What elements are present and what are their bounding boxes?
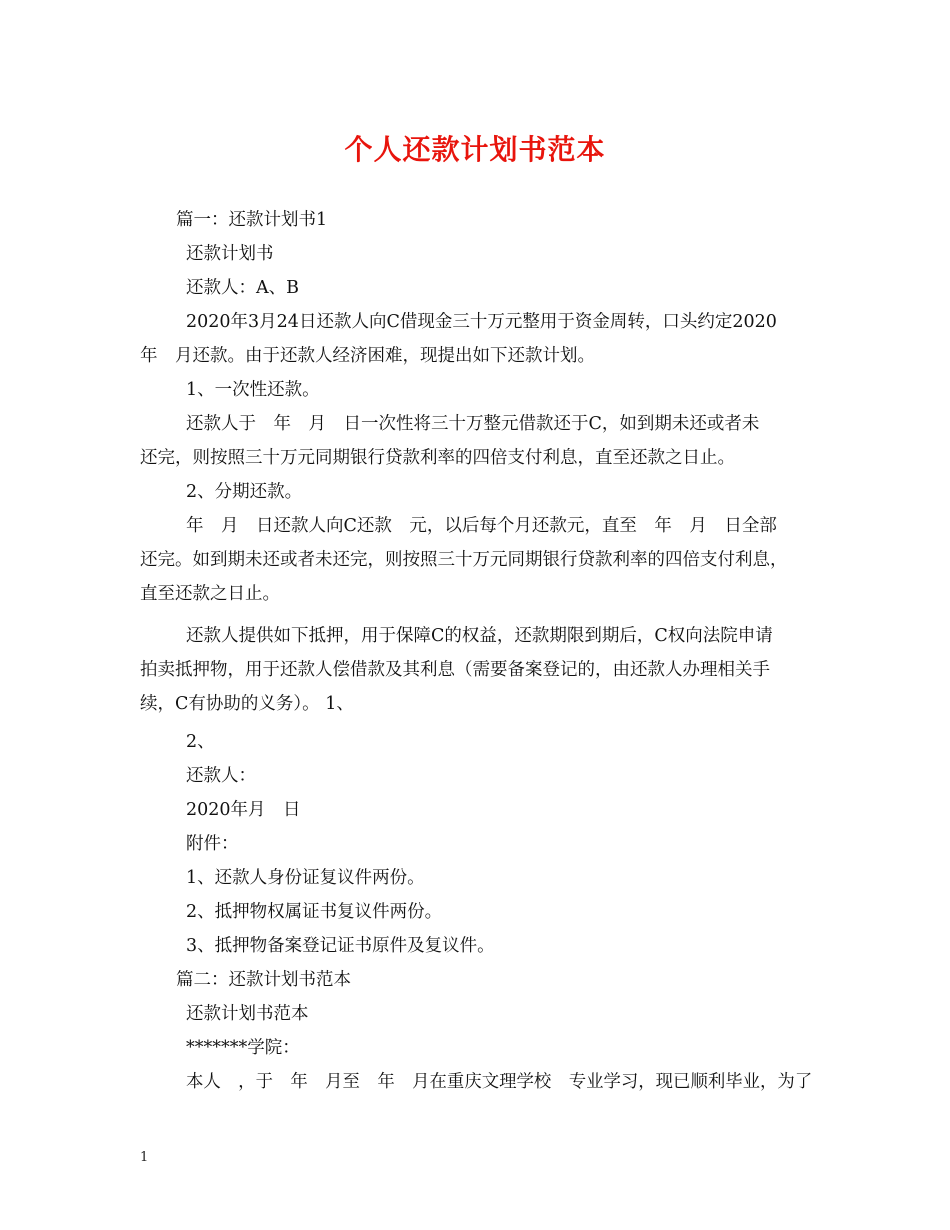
paragraph-line: 本人 ，于 年 月至 年 月在重庆文理学校 专业学习，现已顺利毕业，为了	[186, 1072, 813, 1092]
document-title: 个人还款计划书范本	[344, 133, 606, 166]
signature-label: 还款人：	[186, 766, 256, 786]
paragraph-line: 2020年3月24日还款人向C借现金三十万元整用于资金周转，口头约定2020	[186, 312, 777, 332]
signature-date: 2020年月 日	[186, 800, 301, 820]
paragraph-line: 还款人于 年 月 日一次性将三十万整元借款还于C，如到期未还或者未	[186, 414, 760, 434]
attachment-item: 3、抵押物备案登记证书原件及复议件。	[186, 936, 495, 956]
attachment-item: 2、抵押物权属证书复议件两份。	[186, 902, 443, 922]
paragraph-line: 年 月还款。由于还款人经济困难，现提出如下还款计划。	[140, 346, 595, 366]
paragraph-line: 还完。如到期未还或者未还完，则按照三十万元同期银行贷款利率的四倍支付利息，	[140, 550, 788, 570]
paragraph-line: 2、分期还款。	[186, 482, 303, 502]
paragraph-line: 直至还款之日止。	[140, 584, 280, 604]
paragraph-line: 还款人：A、B	[186, 278, 299, 298]
paragraph-line: 拍卖抵押物，用于还款人偿借款及其利息（需要备案登记的，由还款人办理相关手	[140, 660, 770, 680]
section-heading-2: 篇二：还款计划书范本	[176, 970, 351, 990]
paragraph-line: 年 月 日还款人向C还款 元，以后每个月还款元，直至 年 月 日全部	[186, 516, 777, 536]
paragraph-line: *******学院：	[186, 1038, 300, 1058]
attachment-heading: 附件：	[186, 834, 239, 854]
paragraph-line: 续，C有协助的义务）。 1、	[140, 694, 354, 714]
section-heading-1: 篇一：还款计划书1	[176, 210, 328, 230]
doc-subtitle-1: 还款计划书	[186, 244, 274, 264]
paragraph-line: 还完，则按照三十万元同期银行贷款利率的四倍支付利息，直至还款之日止。	[140, 448, 735, 468]
paragraph-line: 2、	[186, 732, 215, 752]
paragraph-line: 还款人提供如下抵押，用于保障C的权益，还款期限到期后，C权向法院申请	[186, 626, 773, 646]
doc-subtitle-2: 还款计划书范本	[186, 1004, 309, 1024]
attachment-item: 1、还款人身份证复议件两份。	[186, 868, 425, 888]
paragraph-line: 1、一次性还款。	[186, 380, 320, 400]
page-number: 1	[140, 1150, 149, 1165]
